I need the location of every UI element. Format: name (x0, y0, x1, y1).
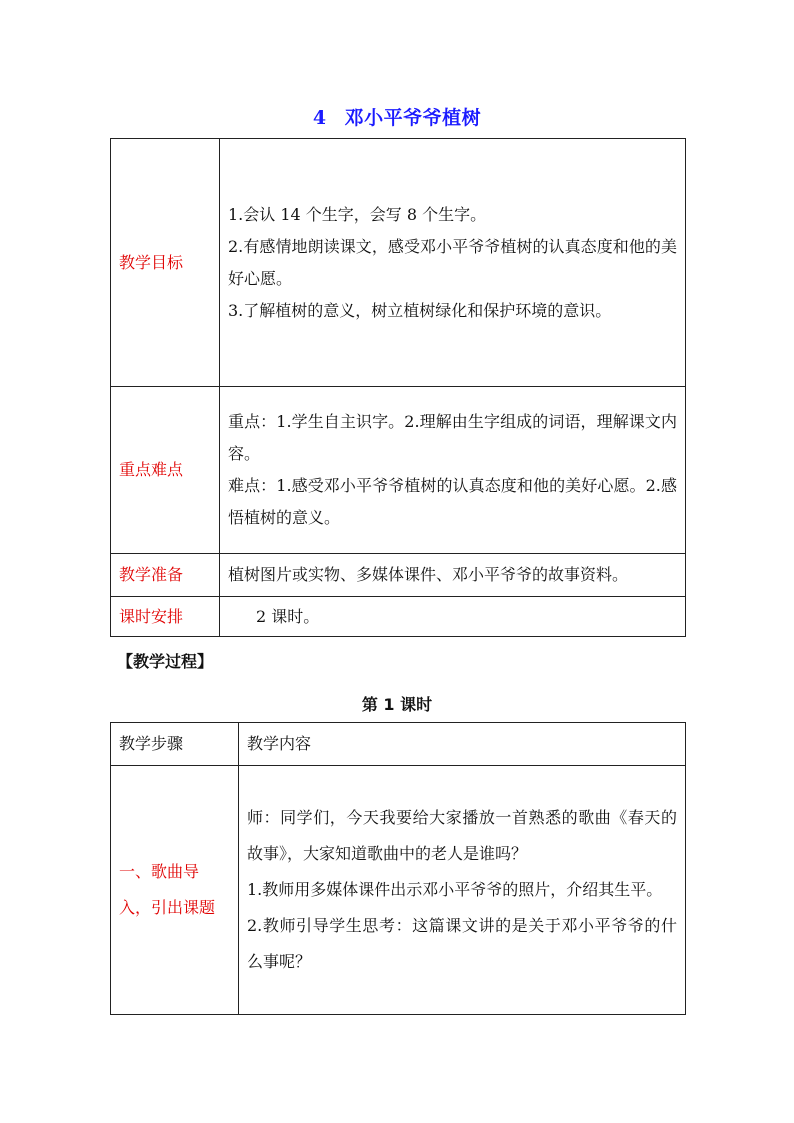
objective-item: 2.有感情地朗读课文，感受邓小平爷爷植树的认真态度和他的美好心愿。 (228, 236, 677, 288)
preparation-label: 教学准备 (111, 554, 220, 597)
preparation-text: 植树图片或实物、多媒体课件、邓小平爷爷的故事资料。 (228, 565, 629, 584)
step-paragraph: 1.教师用多媒体课件出示邓小平爷爷的照片，介绍其生平。 (247, 880, 663, 899)
table-row (111, 766, 686, 1015)
step-label: 一、歌曲导入，引出课题 (111, 766, 239, 1015)
preparation-content (220, 554, 686, 597)
table-header-row (111, 723, 686, 766)
table-row-objectives (111, 139, 686, 387)
lesson-heading: 第 1 课时 (361, 695, 433, 714)
table-row-preparation (111, 554, 686, 597)
lesson-title: 邓小平爷爷植树 (344, 107, 482, 129)
schedule-text: 2 课时。 (256, 606, 320, 626)
teaching-process-table (110, 722, 686, 1015)
key-points-content (220, 387, 686, 554)
difficulty-item: 难点：1.感受邓小平爷爷植树的认真态度和他的美好心愿。2.感悟植树的意义。 (228, 476, 677, 527)
objective-item: 1.会认 14 个生字，会写 8 个生字。 (228, 204, 487, 224)
schedule-content (220, 597, 686, 637)
objectives-content (220, 139, 686, 387)
objective-item: 3.了解植树的意义，树立植树绿化和保护环境的意识。 (228, 300, 612, 320)
key-point-item: 重点：1.学生自主识字。2.理解由生字组成的词语，理解课文内容。 (228, 412, 677, 463)
lesson-number: 4 (312, 107, 327, 129)
key-points-label: 重点难点 (111, 387, 220, 554)
schedule-label: 课时安排 (111, 597, 220, 637)
step-paragraph: 师：同学们，今天我要给大家播放一首熟悉的歌曲《春天的故事》，大家知道歌曲中的老人是谁吗？ (247, 808, 677, 863)
table-row-key-points (111, 387, 686, 554)
step-content (239, 766, 686, 1015)
section-heading: 【教学过程】 (117, 652, 214, 671)
lesson-info-table (110, 138, 686, 637)
header-content: 教学内容 (239, 723, 686, 766)
table-row-schedule (111, 597, 686, 637)
page-title (0, 103, 794, 130)
objectives-label: 教学目标 (111, 139, 220, 387)
step-paragraph: 2.教师引导学生思考：这篇课文讲的是关于邓小平爷爷的什么事呢？ (247, 916, 677, 971)
header-step: 教学步骤 (111, 723, 239, 766)
